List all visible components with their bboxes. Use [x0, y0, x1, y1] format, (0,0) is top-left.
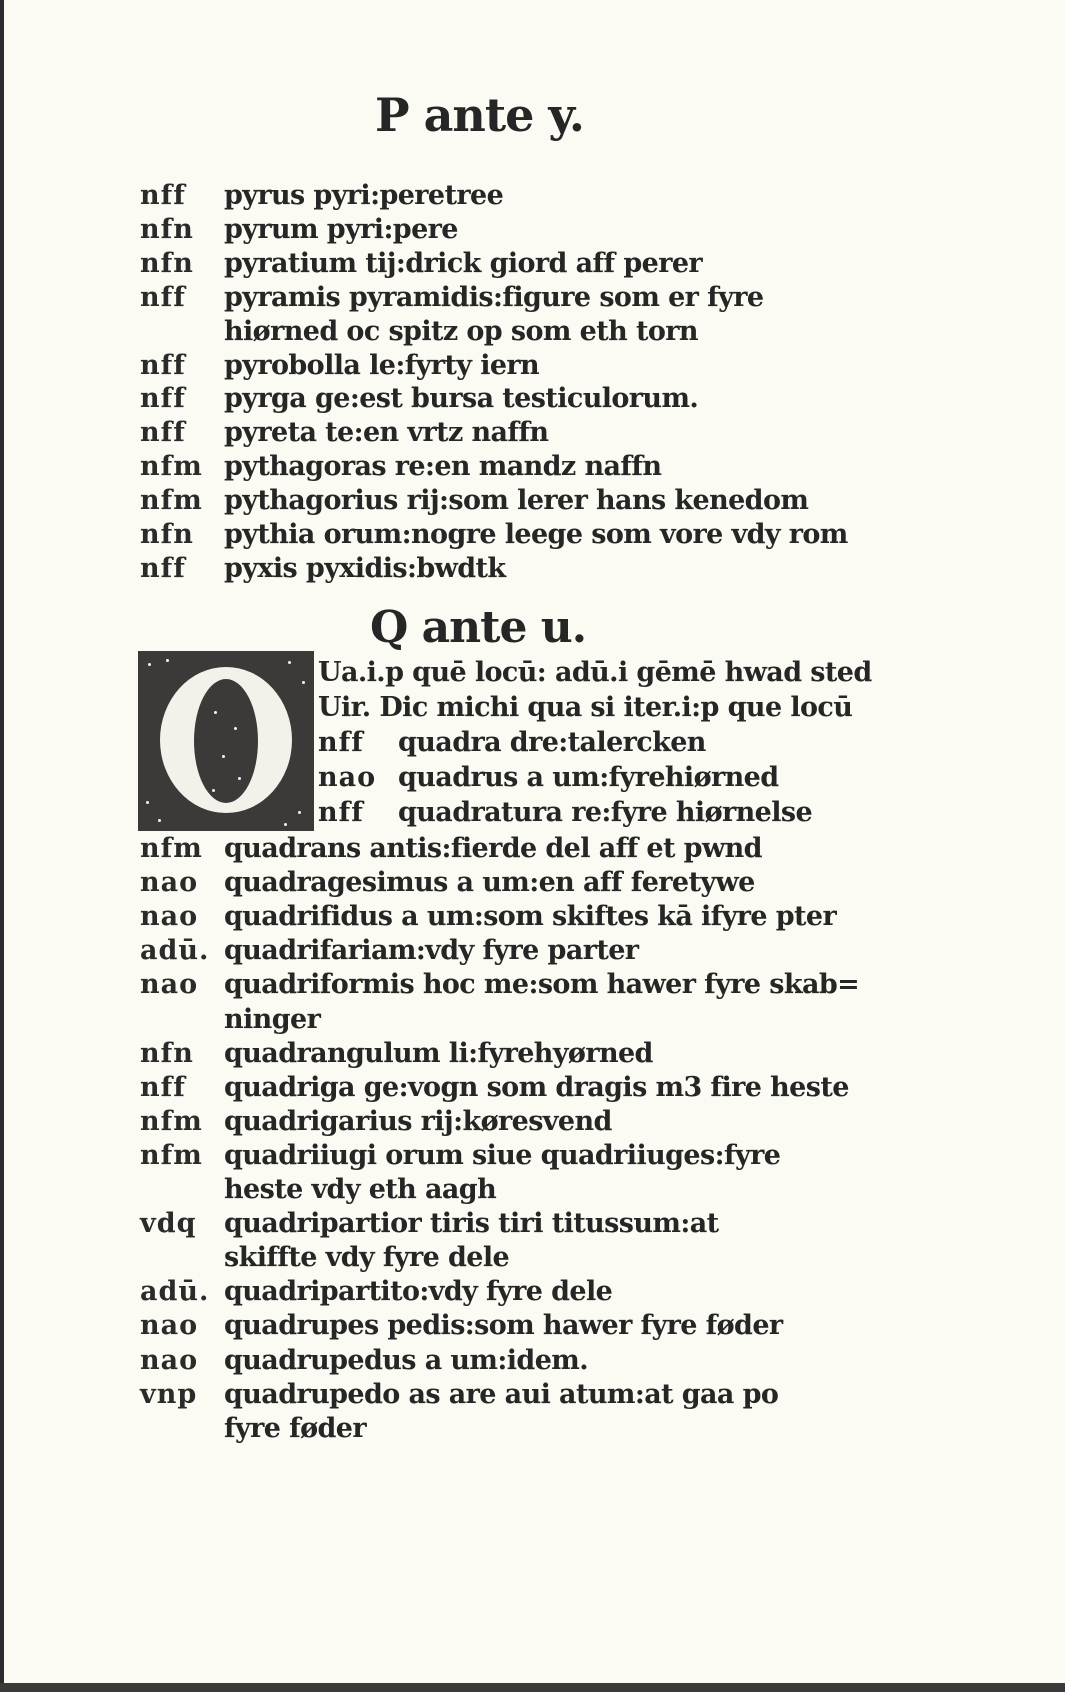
entry-text: skiffte vdy fyre dele [224, 1242, 510, 1274]
entry-text: pythagorius rij:som lerer hans kenedom [224, 485, 809, 517]
entry-text: quadriga ge:vogn som dragis m3 fire heste [224, 1071, 849, 1103]
entry-text: quadrangulum li:fyrehyørned [224, 1037, 653, 1069]
entry-grammar-abbr: nfn [140, 1037, 194, 1069]
dictionary-entry [0, 969, 1065, 1005]
initial-dot [214, 711, 217, 714]
entry-grammar-abbr: nao [140, 901, 199, 933]
entry-grammar-abbr: adū. [140, 1276, 210, 1308]
entry-grammar-abbr: nfm [140, 1105, 203, 1137]
initial-dot [146, 801, 149, 804]
entry-text: quadrigarius rij:køresvend [224, 1105, 612, 1137]
dictionary-entry [0, 248, 1065, 284]
entry-text: pyramis pyramidis:figure som er fyre [224, 281, 764, 313]
dictionary-entry [0, 417, 1065, 453]
entry-grammar-abbr: nao [140, 969, 199, 1001]
entry-grammar-abbr: nao [140, 1344, 199, 1376]
entry-grammar-abbr: nfm [140, 451, 203, 483]
initial-dot [288, 661, 291, 664]
dictionary-entry [0, 833, 1065, 869]
dictionary-entry [0, 316, 1065, 352]
dictionary-entry [0, 1174, 1065, 1210]
entry-text: pyxis pyxidis:bwdtk [224, 552, 506, 584]
entry-text: heste vdy eth aagh [224, 1174, 497, 1205]
initial-dot [234, 727, 237, 730]
dictionary-entry [0, 1242, 1065, 1278]
initial-dot [148, 663, 151, 666]
entry-text: quadratura re:fyre hiørnelse [398, 797, 813, 828]
entry-grammar-abbr: vnp [140, 1378, 198, 1410]
initial-dot [158, 819, 161, 822]
dictionary-entry [0, 485, 1065, 521]
entry-text: quadrupes pedis:som hawer fyre føder [224, 1310, 783, 1342]
initial-side-line [318, 797, 878, 833]
dictionary-entry [0, 1140, 1065, 1176]
entry-text: pyrus pyri:peretree [224, 180, 504, 211]
initial-dot [302, 681, 305, 684]
entry-grammar-abbr: nff [140, 349, 186, 381]
entry-text: pythia orum:nogre leege som vore vdy rom [224, 519, 848, 550]
entry-grammar-abbr: nao [140, 1310, 199, 1342]
entry-grammar-abbr: nff [140, 417, 186, 449]
entry-grammar-abbr: nfm [140, 485, 203, 517]
initial-core [190, 675, 262, 807]
initial-dot [284, 823, 287, 826]
entry-text: quadrifariam:vdy fyre parter [224, 935, 639, 967]
entry-text: Uir. Dic michi qua si iter.i:p que locū [318, 692, 853, 723]
entry-text: pyrobolla le:fyrty iern [224, 349, 540, 381]
section-heading-p-ante-y: P ante y. [375, 88, 584, 142]
dictionary-entry [0, 350, 1065, 386]
entry-text: pyrum pyri:pere [224, 213, 458, 245]
initial-stud-left [168, 733, 180, 745]
dictionary-entry [0, 180, 1065, 216]
entry-text: pyreta te:en vrtz naffn [224, 417, 549, 449]
entry-text: quadrans antis:fierde del aff et pwnd [224, 833, 762, 864]
page-bottom-edge [0, 1683, 1065, 1692]
entry-text: quadripartito:vdy fyre dele [224, 1276, 613, 1308]
entry-grammar-abbr: nff [318, 727, 364, 758]
dictionary-entry [0, 1208, 1065, 1244]
entry-text: pythagoras re:en mandz naffn [224, 451, 662, 483]
entry-grammar-abbr: nao [140, 867, 199, 899]
entry-text: quadrupedo as are aui atum:at gaa po [224, 1378, 779, 1410]
entry-text: quadragesimus a um:en aff feretywe [224, 867, 755, 899]
entry-text: pyrga ge:est bursa testiculorum. [224, 383, 699, 415]
initial-side-line [318, 762, 878, 798]
dictionary-entry [0, 519, 1065, 555]
dictionary-entry [0, 282, 1065, 318]
entry-grammar-abbr: nff [140, 1071, 186, 1103]
section-heading-q-ante-u: Q ante u. [370, 602, 587, 653]
entry-grammar-abbr: nfm [140, 833, 203, 864]
entry-grammar-abbr: nfm [140, 1139, 203, 1171]
entry-grammar-abbr: nff [140, 180, 186, 211]
entry-grammar-abbr: nff [140, 281, 186, 313]
entry-grammar-abbr: nff [318, 797, 364, 828]
dictionary-entry [0, 1379, 1065, 1415]
initial-dot [298, 811, 301, 814]
entry-text: ninger [224, 1003, 321, 1035]
dictionary-entry [0, 1038, 1065, 1074]
entry-grammar-abbr: nao [318, 762, 377, 793]
initial-dot [166, 659, 169, 662]
initial-side-line [318, 657, 878, 693]
dictionary-entry [0, 553, 1065, 589]
dictionary-entry [0, 1345, 1065, 1381]
entry-grammar-abbr: nff [140, 552, 186, 584]
initial-side-line [318, 692, 878, 728]
entry-grammar-abbr: nfn [140, 247, 194, 279]
entry-text: quadrus a um:fyrehiørned [398, 762, 779, 793]
initial-stud-right [274, 733, 286, 745]
dictionary-entry [0, 1276, 1065, 1312]
entry-text: quadrifidus a um:som skiftes kā ifyre pter [224, 901, 837, 933]
dictionary-entry [0, 1106, 1065, 1142]
dictionary-entry [0, 214, 1065, 250]
initial-dot [222, 755, 225, 758]
dictionary-entry [0, 901, 1065, 937]
entry-text: quadriiugi orum siue quadriiuges:fyre [224, 1139, 781, 1171]
dictionary-entry [0, 1072, 1065, 1108]
entry-grammar-abbr: nfn [140, 519, 194, 550]
dictionary-entry [0, 935, 1065, 971]
dictionary-entry [0, 1413, 1065, 1449]
dictionary-entry [0, 451, 1065, 487]
dictionary-entry [0, 867, 1065, 903]
initial-side-line [318, 727, 878, 763]
dictionary-entry [0, 1004, 1065, 1040]
entry-grammar-abbr: nff [140, 383, 186, 415]
entry-grammar-abbr: nfn [140, 213, 194, 245]
entry-grammar-abbr: adū. [140, 935, 210, 967]
decorated-initial-q [138, 651, 314, 831]
entry-text: hiørned oc spitz op som eth torn [224, 315, 698, 347]
initial-dot [212, 789, 215, 792]
entry-text: quadriformis hoc me:som hawer fyre skab= [224, 969, 860, 1001]
entry-text: fyre føder [224, 1412, 367, 1444]
entry-text: pyratium tij:drick giord aff perer [224, 247, 703, 279]
dictionary-entry [0, 1310, 1065, 1346]
entry-text: quadrupedus a um:idem. [224, 1344, 589, 1376]
initial-dot [238, 777, 241, 780]
entry-text: quadripartior tiris tiri titussum:at [224, 1208, 719, 1240]
entry-text: Ua.i.p quē locū: adū.i gēmē hwad sted [318, 657, 872, 688]
entry-text: quadra dre:talercken [398, 727, 706, 758]
entry-grammar-abbr: vdq [140, 1208, 197, 1240]
dictionary-entry [0, 383, 1065, 419]
